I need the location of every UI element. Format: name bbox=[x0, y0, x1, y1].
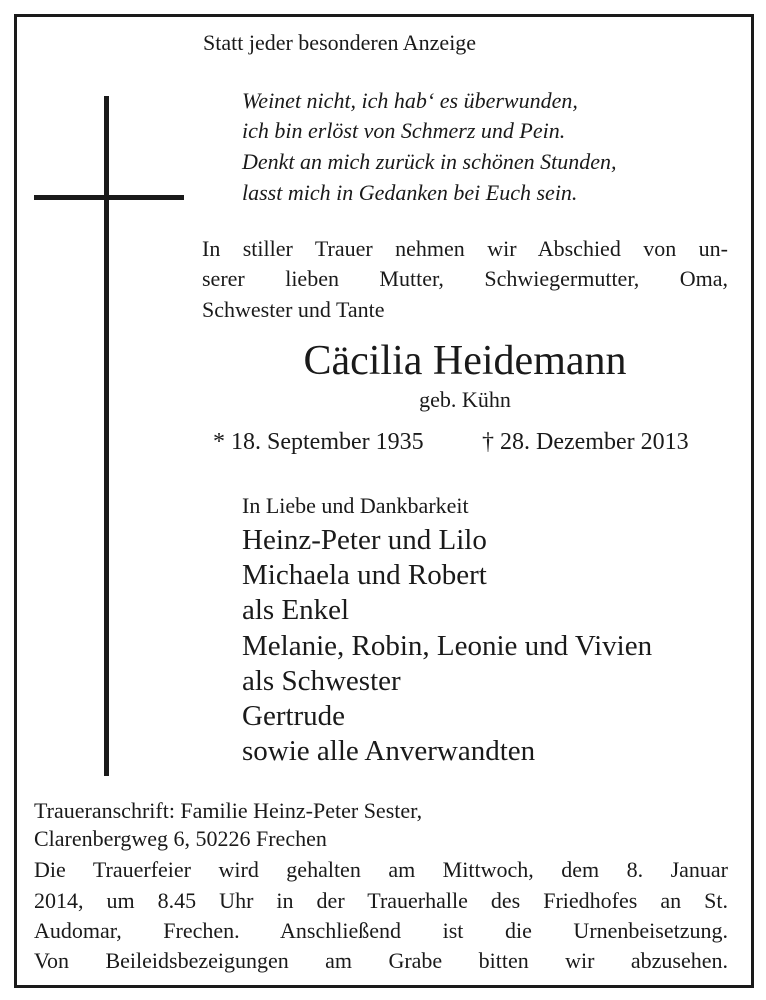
maiden-name: geb. Kühn bbox=[419, 387, 511, 412]
poem-line: lasst mich in Gedanken bei Euch sein. bbox=[242, 180, 578, 205]
intro-line: Schwester und Tante bbox=[202, 297, 385, 322]
family-line: Heinz-Peter und Lilo bbox=[242, 524, 487, 556]
footer-address-line: Traueranschrift: Familie Heinz-Peter Sester, bbox=[34, 798, 423, 823]
footer-ceremony-line: Audomar, Frechen. Anschließend ist die Urnenbeisetzung. bbox=[34, 918, 728, 943]
cross-icon-horizontal bbox=[34, 195, 184, 200]
deceased-name: Cäcilia Heidemann bbox=[303, 338, 627, 384]
poem-line: Denkt an mich zurück in schönen Stunden, bbox=[242, 149, 617, 174]
family-line: als Enkel bbox=[242, 594, 350, 626]
intro-line: serer lieben Mutter, Schwiegermutter, Oma, bbox=[202, 266, 728, 291]
poem-line: ich bin erlöst von Schmerz und Pein. bbox=[242, 118, 566, 143]
footer-ceremony-line: 2014, um 8.45 Uhr in der Trauerhalle des Friedhofes an St. bbox=[34, 888, 728, 913]
poem-line: Weinet nicht, ich hab‘ es überwunden, bbox=[242, 88, 578, 113]
family-line: Michaela und Robert bbox=[242, 559, 487, 591]
footer-ceremony-line: Von Beileidsbezeigungen am Grabe bitten wir abzusehen. bbox=[34, 948, 728, 973]
family-line: als Schwester bbox=[242, 665, 401, 697]
notice-header: Statt jeder besonderen Anzeige bbox=[203, 30, 477, 55]
death-date: † 28. Dezember 2013 bbox=[482, 429, 689, 455]
footer-ceremony-line: Die Trauerfeier wird gehalten am Mittwoch, dem 8. Januar bbox=[34, 857, 728, 882]
family-line: sowie alle Anverwandten bbox=[242, 735, 536, 767]
closing-line: In Liebe und Dankbarkeit bbox=[242, 493, 469, 518]
footer-address-line: Clarenbergweg 6, 50226 Frechen bbox=[34, 826, 327, 851]
intro-line: In stiller Trauer nehmen wir Abschied von un- bbox=[202, 236, 728, 261]
birth-date: * 18. September 1935 bbox=[213, 429, 424, 455]
family-line: Melanie, Robin, Leonie und Vivien bbox=[242, 630, 653, 662]
family-line: Gertrude bbox=[242, 700, 346, 732]
